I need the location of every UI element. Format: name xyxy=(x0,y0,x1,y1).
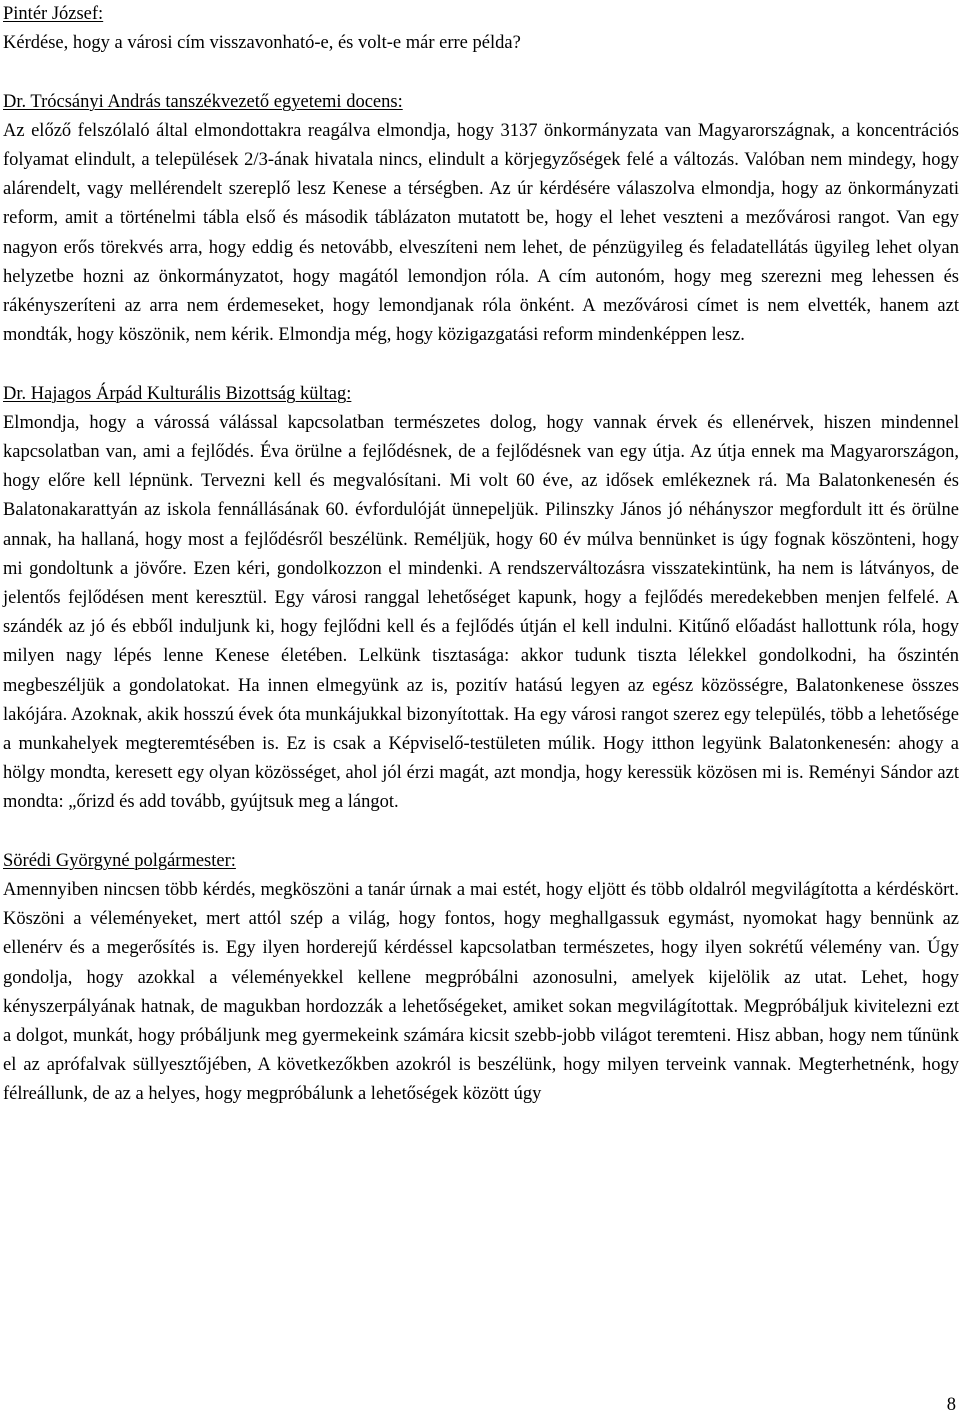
section-pinter xyxy=(3,0,959,58)
paragraph-pinter: Kérdése, hogy a városi cím visszavonható-e, és volt-e már erre példa? xyxy=(3,33,521,54)
section-hajagos xyxy=(3,380,959,818)
paragraph-hajagos: Elmondja, hogy a várossá válással kapcsolatban természetes dolog, hogy vannak érvek és ellenérvek, hiszen mindennel kapcsolatban van, ami a fejlődés. Éva örülne a fejlődésnek, de a fejlődésnek van egy útja. Az útja ennek ma Magyarországon, hogy előre kell lépnünk. Tervezni kell és megvalósítani. Mi volt 60 éve, az idősek emlékeznek rá. Ma Balatonkenesén és Balatonakarattyán az iskola fennállásának 60. évfordulóját ünnepeljük. Pilinszky János jó néhányszor megfordult itt és örülne annak, ha hallaná, hogy most a fejlődésről beszélünk. Reméljük, hogy 60 év múlva bennünket is úgy fognak köszönteni, hogy mi gondoltunk a jövőre. Ezen kéri, gondolkozzon el mindenki. A rendszerváltozásra visszatekintünk, ha nem is látványos, de jelentős fejlődésen ment keresztül. Egy városi ranggal lehetőséget kapunk, hogy a fejlődés meredekebben menjen felfelé. A szándék az jó és ebből induljunk ki, hogy fejlődni kell és a fejlődés útján el kell indulni. Kitűnő előadást hallottunk róla, hogy milyen nagy lépés lenne Kenese életében. Lelkünk tisztasága: akkor tudunk tiszta lélekkel gondolkodni, ha őszintén megbeszéljük a gondolatokat. Ha innen elmegyünk az is, pozitív hatású legyen az egész közösségre, Balatonkenese összes lakójára. Azoknak, akik hosszú évek óta munkájukkal bizonyítottak. Ha egy városi rangot szerez egy település, több a lehetősége a munkahelyek megteremtésében is. Ez is csak a Képviselő-testületen múlik. Hogy itthon legyünk Balatonkenesén: ahogy a hölgy mondta, keresett egy olyan közösséget, ahol jól érzi magát, azt mondja, hogy keressük közösen mi is. Reményi Sándor azt mondta: „őrizd és add tovább, gyújtsuk meg a lángot. xyxy=(3,412,959,813)
paragraph-trocsanyi: Az előző felszólaló által elmondottakra reagálva elmondja, hogy 3137 önkormányzata van Magyarországnak, a koncentrációs folyamat elindult, a települések 2/3-ának hivatala nincs, elindult a körjegyzőségek felé a változás. Valóban nem mindegy, hogy alárendelt, vagy mellérendelt szereplő lesz Kenese a térségben. Az úr kérdésére válaszolva elmondja, hogy az önkormányzati reform, amit a történelmi tábla első és második táblázaton mutatott be, hogy el lehet veszteni a mezővárosi rangot. Van egy nagyon erős törekvés arra, hogy eddig és netovább, elveszíteni nem lehet, de pénzügyileg és feladatellátás ügyileg lehet olyan helyzetbe hozni az önkormányzatot, hogy magától lemondjon róla. A cím autonóm, hogy meg szerezni meg lehessen és rákényszeríteni az arra nem érdemeseket, hogy lemondjanak róla önként. A mezővárosi címet is nem elvették, hanem azt mondták, hogy köszönik, nem kérik. Elmondja még, hogy közigazgatási reform mindenképpen lesz. xyxy=(3,120,959,346)
paragraph-gap xyxy=(3,818,959,847)
section-soredi xyxy=(3,847,959,1110)
paragraph-gap xyxy=(3,58,959,87)
speaker-hajagos-arpad: Dr. Hajagos Árpád Kulturális Bizottság kültag: xyxy=(3,383,352,404)
speaker-soredi-gyorgyne: Sörédi Györgyné polgármester: xyxy=(3,850,236,871)
speaker-pinter-jozsef: Pintér József: xyxy=(3,4,104,24)
paragraph-soredi: Amennyiben nincsen több kérdés, megköszöni a tanár úrnak a mai estét, hogy eljött és több oldalról megvilágította a kérdéskört. Köszöni a véleményeket, mert attól szép a világ, hogy fontos, hogy meghallgassuk egymást, nyomokat hagy bennünk az ellenérv és a megerősítés is. Egy ilyen horderejű kérdéssel kapcsolatban természetes, hogy ilyen sokrétű vélemény van. Úgy gondolja, hogy azokkal a véleményekkel kellene megpróbálni azonosulni, amelyek kijelölik az utat. Lehet, hogy kényszerpályának hatnak, de magukban hordozzák a lehetőségeket, amiket sokan megvilágítottak. Megpróbáljuk kivitelezni ezt a dolgot, munkát, hogy próbáljunk meg gyermekeink számára kicsit szebb-jobb világot teremteni. Hisz abban, hogy nem tűnünk el az aprófalvak süllyesztőjében, A következőkben azokról is beszélünk, hogy milyen terveink vannak. Megterhetnénk, hogy félreállunk, de az a helyes, hogy megpróbálunk a lehetőségek között úgy xyxy=(3,880,959,1105)
paragraph-gap xyxy=(3,350,959,379)
document-page xyxy=(3,0,959,1110)
speaker-trocsanyi-andras: Dr. Trócsányi András tanszékvezető egyetemi docens: xyxy=(3,91,403,112)
page-number: 8 xyxy=(946,1395,956,1415)
section-trocsanyi xyxy=(3,88,959,351)
